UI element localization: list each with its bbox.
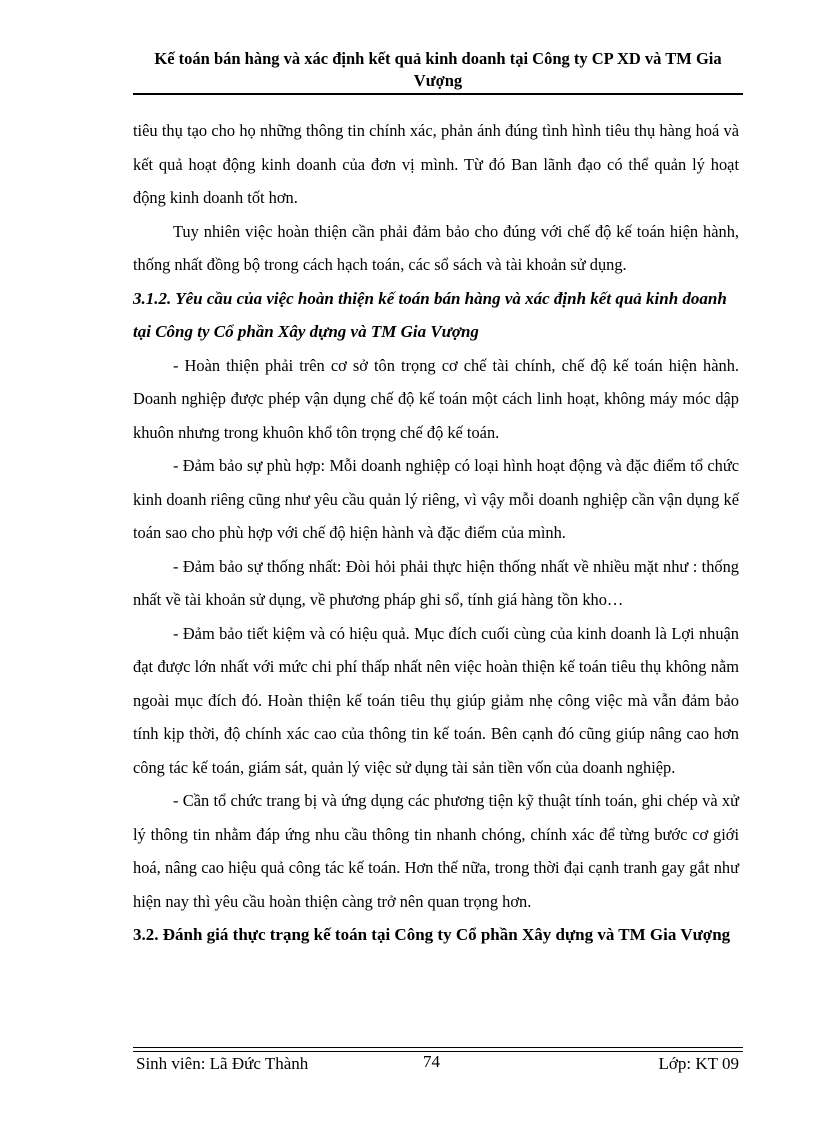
paragraph-5: - Đảm bảo sự thống nhất: Đòi hỏi phải thực hiện thống nhất về nhiều mặt như : thống nhất về tài khoản sử dụng, về phương pháp ghi sổ, tính giá hàng tồn kho… [133, 556, 739, 609]
page-header-title: Kế toán bán hàng và xác định kết quả kinh doanh tại Công ty CP XD và TM Gia Vượng [154, 49, 722, 90]
footer-class: Lớp: KT 09 [658, 1054, 739, 1073]
paragraph-7: - Cần tổ chức trang bị và ứng dụng các phương tiện kỹ thuật tính toán, ghi chép và xử lý thông tin nhằm đáp ứng nhu cầu thông tin nhanh chóng, chính xác để từng bước cơ giới hoá, nâng cao hiệu quả công tác kế toán. Hơn thế nữa, trong thời đại cạnh tranh gay gắt như hiện nay thì yêu cầu hoàn thiện càng trở nên quan trọng hơn. [133, 791, 739, 911]
section-heading-3-1-2: 3.1.2. Yêu cầu của việc hoàn thiện kế toán bán hàng và xác định kết quả kinh doanh tại Công ty Cổ phần Xây dựng và TM Gia Vượng [133, 288, 727, 341]
footer-student-name: Sinh viên: Lã Đức Thành [136, 1054, 309, 1073]
footer-page-number: 74 [423, 1052, 440, 1071]
section-heading-3-2: 3.2. Đánh giá thực trạng kế toán tại Công ty Cổ phần Xây dựng và TM Gia Vượng [133, 925, 731, 944]
paragraph-6: - Đảm bảo tiết kiệm và có hiệu quả. Mục đích cuối cùng của kinh doanh là Lợi nhuận đạt được lớn nhất với mức chi phí thấp nhất nên việc hoàn thiện kế toán tiêu thụ không nằm ngoài mục đích đó. Hoàn thiện kế toán tiêu thụ giúp giảm nhẹ công việc mà vẫn đảm bảo tính kịp thời, độ chính xác cao của thông tin kế toán. Bên cạnh đó cũng giúp nâng cao hơn công tác kế toán, giám sát, quản lý việc sử dụng tài sản tiền vốn của doanh nghiệp. [133, 623, 739, 777]
header-divider [133, 93, 743, 95]
paragraph-3: - Hoàn thiện phải trên cơ sở tôn trọng cơ chế tài chính, chế độ kế toán hiện hành. Doanh nghiệp được phép vận dụng chế độ kế toán một cách linh hoạt, không máy móc dập khuôn nhưng trong khuôn khổ tôn trọng chế độ kế toán. [133, 355, 739, 442]
paragraph-1: tiêu thụ tạo cho họ những thông tin chính xác, phản ánh đúng tình hình tiêu thụ hàng hoá và kết quả hoạt động kinh doanh của đơn vị mình. Từ đó Ban lãnh đạo có thể quản lý hoạt động kinh doanh tốt hơn. [133, 121, 739, 207]
document-body [133, 114, 739, 952]
paragraph-2: Tuy nhiên việc hoàn thiện cần phải đảm bảo cho đúng với chế độ kế toán hiện hành, thống nhất đồng bộ trong cách hạch toán, các sổ sách và tài khoản sử dụng. [133, 221, 739, 274]
page-footer [133, 1052, 739, 1076]
paragraph-4: - Đảm bảo sự phù hợp: Mỗi doanh nghiệp có loại hình hoạt động và đặc điểm tổ chức kinh doanh riêng cũng như yêu cầu quản lý riêng, vì vậy mỗi doanh nghiệp cần vận dụng kế toán sao cho phù hợp với chế độ hiện hành và đặc điểm của mình. [133, 456, 739, 542]
